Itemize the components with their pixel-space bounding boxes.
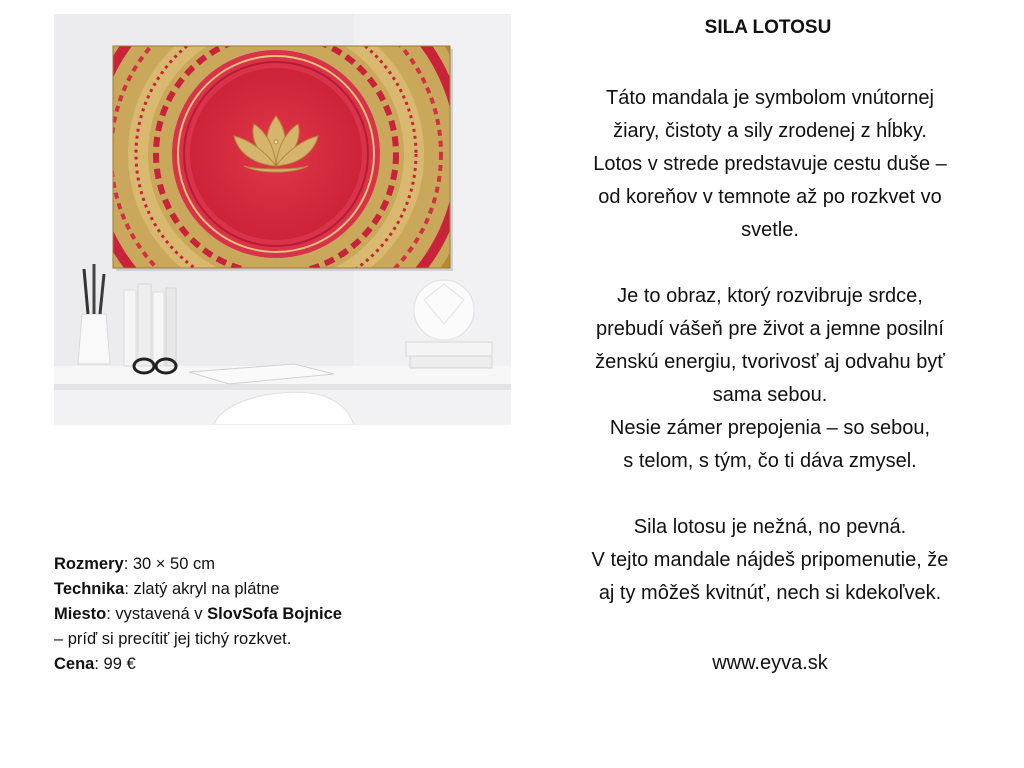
description-line: svetle.: [741, 219, 799, 241]
description-line: aj ty môžeš kvitnúť, nech si kdekoľvek.: [598, 582, 942, 604]
spec-label: Rozmery: [54, 555, 124, 573]
spec-value: : 30 × 50 cm: [123, 555, 215, 573]
spec-location-note: – príď si precítiť jej tichý rozkvet.: [54, 630, 292, 648]
description-line: ženskú energiu, tvorivosť aj odvahu byť: [595, 351, 945, 373]
artwork-description: [532, 82, 1008, 610]
spec-label: Cena: [54, 655, 95, 673]
spec-value: : 99 €: [94, 655, 136, 673]
description-line: Nesie zámer prepojenia – so sebou,: [609, 417, 931, 439]
description-line: Táto mandala je symbolom vnútornej: [606, 87, 934, 109]
venue-name: SlovSofa Bojnice: [207, 605, 342, 623]
artwork-specs: [54, 552, 474, 677]
description-line: sama sebou.: [712, 384, 828, 406]
paragraph-gap: [532, 247, 1008, 280]
spec-value: : vystavená v: [106, 605, 208, 623]
website-link[interactable]: www.eyva.sk: [712, 652, 828, 674]
spec-technique: [54, 577, 474, 602]
description-line: V tejto mandale nájdeš pripomenutie, že: [591, 549, 949, 571]
artwork-photo: [54, 14, 511, 425]
description-line: od koreňov v temnote až po rozkvet vo: [598, 186, 942, 208]
description-line: Lotos v strede predstavuje cestu duše –: [593, 153, 947, 175]
paragraph-gap: [532, 478, 1008, 511]
artwork-title: SILA LOTOSU: [704, 17, 832, 38]
description-line: Je to obraz, ktorý rozvibruje srdce,: [617, 285, 923, 307]
spec-dimensions: [54, 552, 474, 577]
spec-label: Miesto: [54, 605, 107, 623]
description-line: žiary, čistoty a sily zrodenej z hĺbky.: [613, 120, 927, 142]
spec-label: Technika: [54, 580, 125, 598]
description-line: s telom, s tým, čo ti dáva zmysel.: [623, 450, 917, 472]
spec-value: : zlatý akryl na plátne: [124, 580, 280, 598]
description-line: Sila lotosu je nežná, no pevná.: [633, 516, 907, 538]
spec-location: [54, 602, 474, 627]
spec-price: [54, 652, 474, 677]
description-line: prebudí vášeň pre život a jemne posilní: [596, 318, 944, 340]
